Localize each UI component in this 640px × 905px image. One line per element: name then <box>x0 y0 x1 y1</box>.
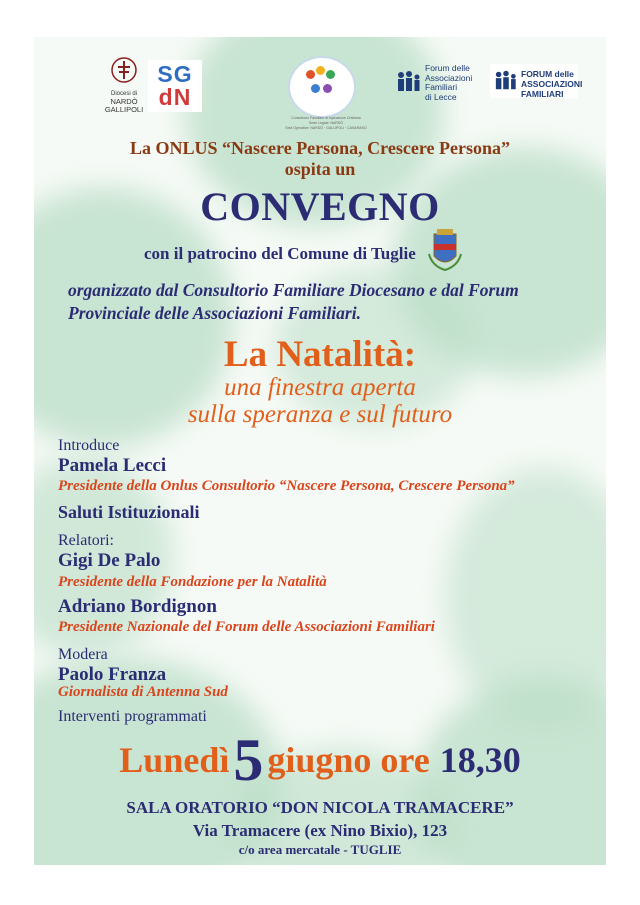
moderator-label: Modera <box>58 646 108 663</box>
event-month-time: giugno ore <box>267 740 430 780</box>
moderator-name: Paolo Franza <box>58 664 167 685</box>
intro-line-2: ospita un <box>284 159 356 179</box>
diocese-logo <box>100 57 148 129</box>
event-date-line <box>34 727 606 793</box>
venue-name: SALA ORATORIO “DON NICOLA TRAMACERE” <box>126 798 514 817</box>
family-icon <box>494 69 518 91</box>
forum-national-logo <box>490 64 583 99</box>
event-day: Lunedì <box>119 740 230 780</box>
diocese-name-1: NARDÒ <box>110 97 138 106</box>
event-date-number: 5 <box>233 727 264 793</box>
organized-line-1: organizzato dal Consultorio Familiare Diocesano e dal Forum <box>68 280 519 300</box>
theme-title: La Natalità: <box>223 334 417 375</box>
speaker2-name: Adriano Bordignon <box>58 596 217 617</box>
cross-emblem-icon <box>111 57 137 83</box>
speaker1-name: Gigi De Palo <box>58 550 161 571</box>
poster <box>34 37 606 865</box>
tuglie-crest-icon <box>426 226 464 272</box>
speaker2-role: Presidente Nazionale del Forum delle Associazioni Familiari <box>58 619 435 635</box>
introducer-name: Pamela Lecci <box>58 455 167 476</box>
sgdn-bottom: dN <box>158 84 192 110</box>
introduce-label: Introduce <box>58 437 120 454</box>
consultorio-caption-3: Sedi Operative: NARDÒ · GALLIPOLI · CASARANO <box>285 126 367 130</box>
speakers-label: Relatori: <box>58 532 114 549</box>
event-time: 18,30 <box>439 740 521 780</box>
introducer-role: Presidente della Onlus Consultorio “Nascere Persona, Crescere Persona” <box>58 478 515 494</box>
moderator-role: Giornalista di Antenna Sud <box>58 684 228 700</box>
patronage-line: con il patrocino del Comune di Tuglie <box>144 244 416 263</box>
consultorio-caption-2: Sede Legale: NARDÒ <box>308 121 344 125</box>
intro-line-1: La ONLUS “Nascere Persona, Crescere Persona” <box>130 138 510 158</box>
sgdn-logo <box>148 60 202 112</box>
family-icon <box>396 70 422 92</box>
forum-national-text: FORUM delle ASSOCIAZIONI FAMILIARI <box>521 69 583 99</box>
consultorio-logo <box>280 50 372 130</box>
forum-lecce-logo <box>392 64 480 106</box>
diocese-label: Diocesi di <box>110 91 137 97</box>
theme-subtitle-1: una finestra aperta <box>224 374 416 401</box>
greetings-label: Saluti Istituzionali <box>58 502 200 522</box>
speaker1-role: Presidente della Fondazione per la Natalità <box>58 574 327 590</box>
forum-lecce-text: Forum delle Associazioni Familiari di Lecce <box>425 63 473 102</box>
venue-area: c/o area mercatale - TUGLIE <box>238 842 402 857</box>
organized-line-2: Provinciale delle Associazioni Familiari. <box>68 303 361 323</box>
consultorio-caption-1: Consultorio Familiare di Ispirazione Cristiana <box>291 116 361 120</box>
theme-subtitle-2: sulla speranza e sul futuro <box>187 401 453 428</box>
venue-address: Via Tramacere (ex Nino Bixio), 123 <box>192 821 448 840</box>
diocese-name-2: GALLIPOLI <box>104 105 144 114</box>
interventions-label: Interventi programmati <box>58 708 207 725</box>
convegno-title: CONVEGNO <box>200 184 440 229</box>
sgdn-top: SG <box>157 61 193 87</box>
